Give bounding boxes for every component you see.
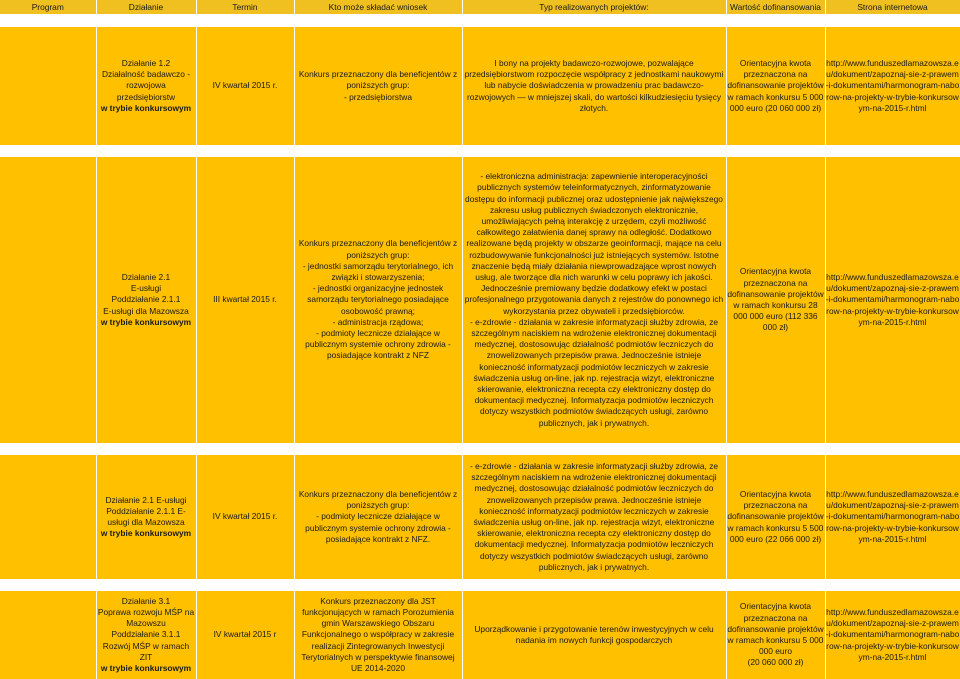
cell-termin: III kwartał 2015 r. (196, 157, 294, 443)
header-kto: Kto może składać wniosek (294, 0, 462, 15)
dzialanie-text: Działanie 3.1 Poprawa rozwoju MŚP na Mazowszu Poddziałanie 3.1.1 Rozwój MŚP w ramach ZIT (97, 595, 195, 662)
cell-termin: IV kwartał 2015 r (196, 591, 294, 679)
table-row (0, 455, 960, 579)
tryb-text: w trybie konkursowym (100, 102, 192, 113)
header-row (0, 0, 960, 15)
cell-strona-link[interactable]: http://www.funduszedlamazowsza.eu/dokument/zapoznaj-sie-z-prawem-i-dokumentami/harmonogram-naborow-na-projekty-w-trybie-konkursowym-na-2015-r.html (825, 591, 960, 679)
tryb-text: w trybie konkursowym (100, 663, 192, 673)
dzialanie-text: Działanie 2.1 E-usługi Poddziałanie 2.1.1 E-usługi dla Mazowsza (103, 271, 189, 316)
cell-termin: IV kwartał 2015 r. (196, 27, 294, 145)
dzialanie-text: Działanie 2.1 E-usługi Poddziałanie 2.1.1 E-usługi dla Mazowsza (105, 494, 187, 527)
cell-dzialanie (96, 157, 196, 443)
dzialanie-text: Działanie 1.2 Działalność badawczo - rozwojowa przedsiębiorstw (102, 57, 190, 102)
cell-typ: - e-zdrowie - działania w zakresie informatyzacji służby zdrowia, ze szczególnym naciskiem na wdrożenie elektronicznej dokumentacji medycznej, dostosowując działalność podmiotów leczniczych do znowelizowanych przepisów prawa. Jednocześnie istnieje konieczność informatyzacji podmiotów leczniczych w zakresie świadczenia usług on-line, jak np. rejestracja wizyt, elektroniczne skierowanie, elektroniczna recepta czy elektroniczny dostęp do dokumentacji medycznej. Informatyzacja podmiotów leczniczych dotyczy wszystkich podmiotów świadczących usługi, zarówno publicznych, jak i prywatnych. (462, 455, 726, 579)
cell-wartosc: Orientacyjna kwota przeznaczona na dofinansowanie projektów w ramach konkursu 5 000 000 euro (20 060 000 zł) (726, 591, 825, 679)
cell-typ: I bony na projekty badawczo-rozwojowe, pozwalające przedsiębiorstwom rozpoczęcie współpracy z jednostkami naukowymi lub nabycie doświadczenia w prowadzeniu prac badawczo-rozwojowych — w mniejszej skali, do wartości kilkudziesięciu tysięcy złotych. (462, 27, 726, 145)
cell-wartosc: Orientacyjna kwota przeznaczona na dofinansowanie projektów w ramach konkursu 5 500 000 euro (22 066 000 zł) (726, 455, 825, 579)
cell-wartosc: Orientacyjna kwota przeznaczona na dofinansowanie projektów w ramach konkursu 28 000 000 euro (112 336 000 zł) (726, 157, 825, 443)
cell-program (0, 455, 96, 579)
cell-kto: Konkurs przeznaczony dla beneficjentów z poniższych grup: - podmioty lecznicze działające w publicznym systemie ochrony zdrowia - posiadające kontrakt z NFZ. (294, 455, 462, 579)
cell-kto: Konkurs przeznaczony dla JST funkcjonujących w ramach Porozumienia gmin Warszawskiego Obszaru Funkcjonalnego o współpracy w zakresie realizacji Zintegrowanych Inwestycji Terytorialnych w perspektywie finansowej UE 2014-2020 (294, 591, 462, 679)
tryb-text: w trybie konkursowym (100, 528, 192, 539)
cell-program (0, 157, 96, 443)
cell-strona-link[interactable]: http://www.funduszedlamazowsza.eu/dokument/zapoznaj-sie-z-prawem-i-dokumentami/harmonogram-naborow-na-projekty-w-trybie-konkursowym-na-2015-r.html (825, 27, 960, 145)
cell-strona-link[interactable]: http://www.funduszedlamazowsza.eu/dokument/zapoznaj-sie-z-prawem-i-dokumentami/harmonogram-naborow-na-projekty-w-trybie-konkursowym-na-2015-r.html (825, 157, 960, 443)
cell-dzialanie (96, 455, 196, 579)
cell-kto: Konkurs przeznaczony dla beneficjentów z poniższych grup: - przedsiębiorstwa (294, 27, 462, 145)
table-row (0, 157, 960, 443)
cell-strona-link[interactable]: http://www.funduszedlamazowsza.eu/dokument/zapoznaj-sie-z-prawem-i-dokumentami/harmonogram-naborow-na-projekty-w-trybie-konkursowym-na-2015-r.html (825, 455, 960, 579)
cell-typ: Uporządkowanie i przygotowanie terenów inwestycyjnych w celu nadania im nowych funkcji gospodarczych (462, 591, 726, 679)
table-row (0, 27, 960, 145)
cell-wartosc: Orientacyjna kwota przeznaczona na dofinansowanie projektów w ramach konkursu 5 000 000 euro (20 060 000 zł) (726, 27, 825, 145)
cell-program (0, 591, 96, 679)
header-program: Program (0, 0, 96, 15)
header-strona: Strona internetowa (825, 0, 960, 15)
cell-kto: Konkurs przeznaczony dla beneficjentów z poniższych grup: - jednostki samorządu terytorialnego, ich związki i stowarzyszenia; - jednostki organizacyjne jednostek samorządu terytorialnego posiadające osobowość prawną; - administracja rządowa; - podmioty lecznicze działające w publicznym systemie ochrony zdrowia - posiadające kontrakt z NFZ (294, 157, 462, 443)
tryb-text: w trybie konkursowym (100, 316, 192, 327)
header-typ: Typ realizowanych projektów: (462, 0, 726, 15)
cell-dzialanie (96, 591, 196, 679)
header-dzialanie: Działanie (96, 0, 196, 15)
header-termin: Termin (196, 0, 294, 15)
cell-dzialanie (96, 27, 196, 145)
header-wartosc: Wartość dofinansowania (726, 0, 825, 15)
cell-typ: - elektroniczna administracja: zapewnienie interoperacyjności publicznych systemów teleinformatycznych, zinformatyzowanie dostępu do informacji publicznej oraz udostępnienie jak największego zakresu usług publicznych świadczonych elektronicznie, umożliwiających pełną interakcję z urzędem, czyli możliwość całkowitego załatwienia danej sprawy na odległość. Dodatkowo realizowane będą projekty w obszarze geoinformacji, mające na celu rozbudowywanie funkcjonalności już istniejących systemów. Istotne znaczenie będą miały działania niewprowadzające wprost nowych usług, ale tworzące dla nich warunki w celu poprawy ich jakości. Jednocześnie premiowany będzie dodatkowy efekt w postaci profesjonalnego przygotowania danych z rejestrów do ponownego ich wykorzystania przez obywateli i przedsiębiorców. - e-zdrowie - działania w zakresie informatyzacji służby zdrowia, ze szczególnym naciskiem na wdrożenie elektronicznej dokumentacji medycznej, dostosowując działalność podmiotów leczniczych do znowelizowanych przepisów prawa. Jednocześnie istnieje konieczność informatyzacji podmiotów leczniczych w zakresie świadczenia usług on-line, jak np. rejestracja wizyt, elektroniczne skierowanie, elektroniczna recepta czy elektroniczny dostęp do dokumentacji medycznej. Informatyzacja podmiotów leczniczych dotyczy wszystkich podmiotów świadczących usługi, zarówno publicznych, jak i prywatnych. (462, 157, 726, 443)
cell-termin: IV kwartał 2015 r. (196, 455, 294, 579)
table-row (0, 591, 960, 679)
cell-program (0, 27, 96, 145)
